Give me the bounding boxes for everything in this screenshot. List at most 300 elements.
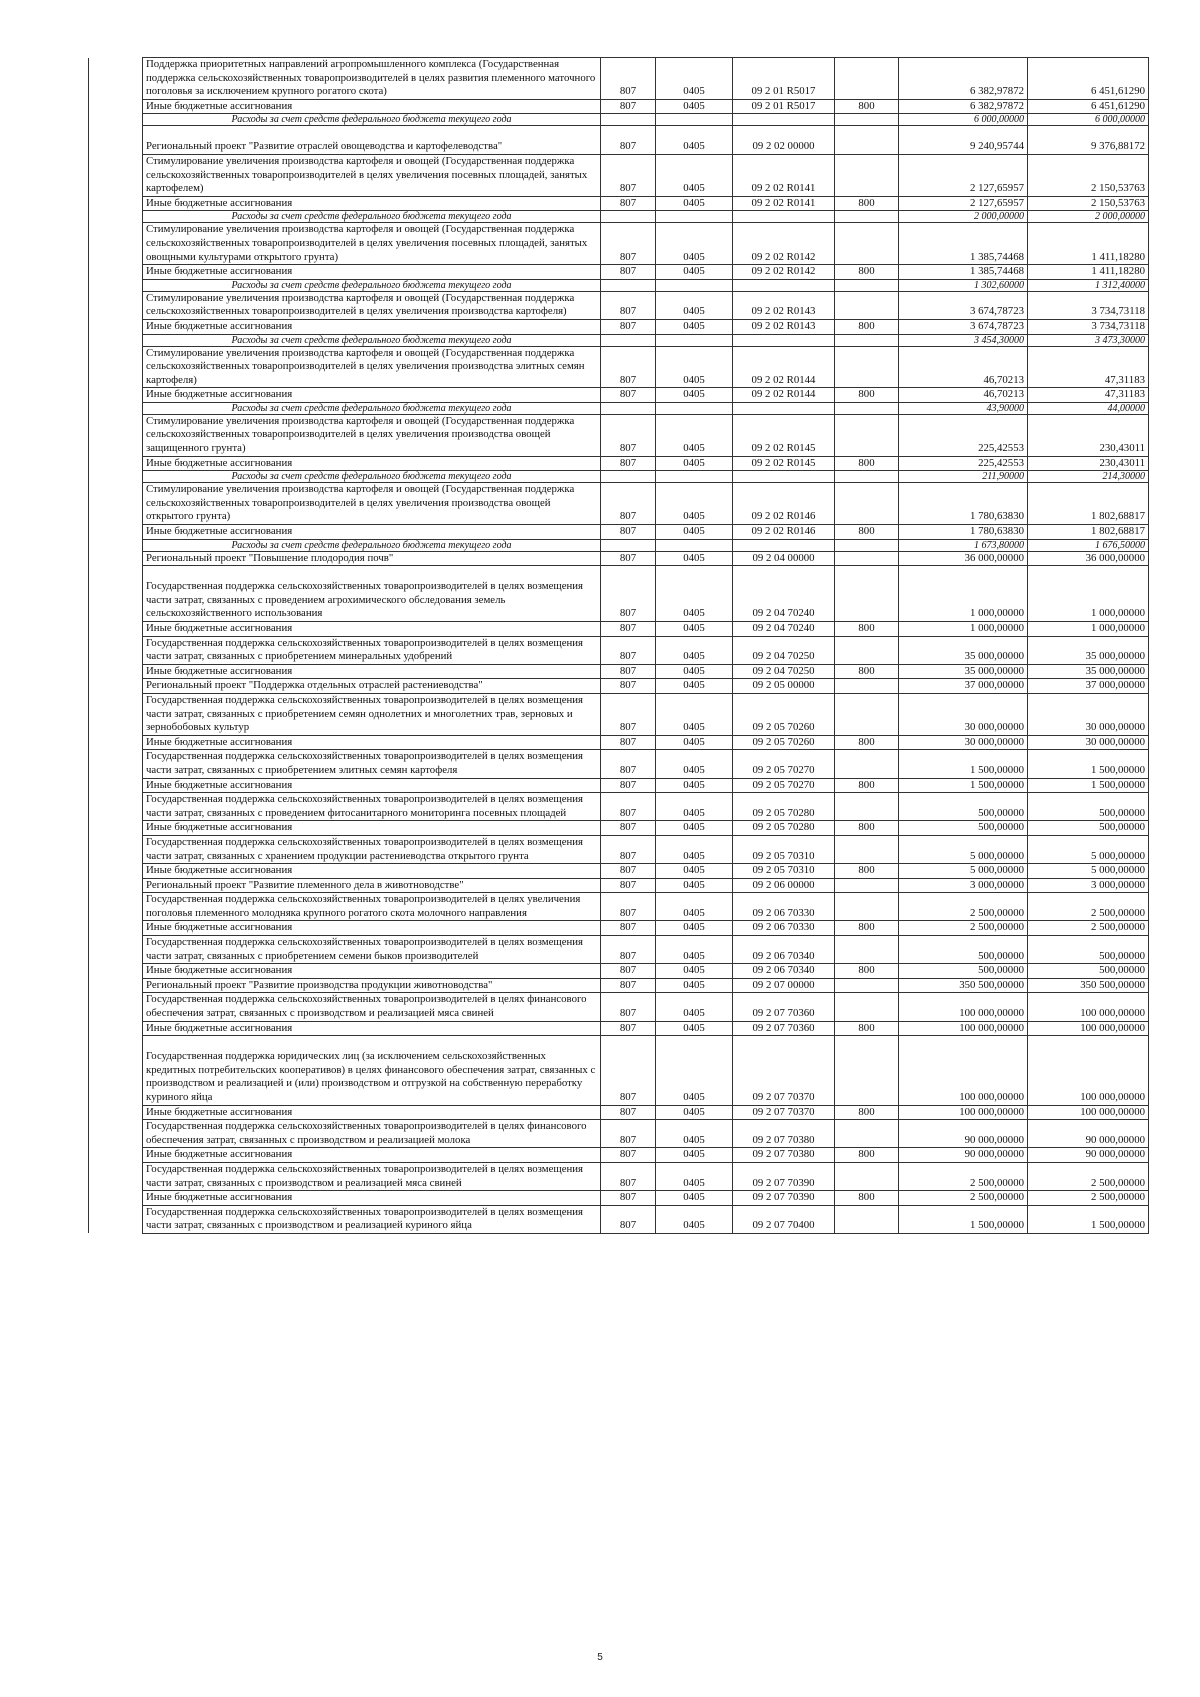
table-row <box>89 893 1149 921</box>
row-csr: 09 2 06 70340 <box>733 936 835 964</box>
row-csr: 09 2 07 70360 <box>733 993 835 1021</box>
row-csr: 09 2 05 00000 <box>733 679 835 694</box>
row-vr <box>835 551 899 566</box>
blank-cell <box>89 1205 143 1233</box>
table-row <box>89 1105 1149 1120</box>
row-sum-1: 2 127,65957 <box>899 154 1028 196</box>
row-ved: 807 <box>601 750 656 778</box>
row-rz: 0405 <box>656 1021 733 1036</box>
row-sum-2: 500,00000 <box>1028 936 1149 964</box>
row-csr: 09 2 02 R0146 <box>733 525 835 540</box>
row-name: Расходы за счет средств федерального бюджета текущего года <box>143 211 601 223</box>
row-ved: 807 <box>601 388 656 403</box>
row-sum-2: 2 500,00000 <box>1028 893 1149 921</box>
table-row <box>89 551 1149 566</box>
row-ved: 807 <box>601 893 656 921</box>
row-ved: 807 <box>601 622 656 637</box>
row-rz: 0405 <box>656 319 733 334</box>
row-rz: 0405 <box>656 58 733 100</box>
row-ved: 807 <box>601 1021 656 1036</box>
row-vr <box>835 279 899 291</box>
blank-cell <box>89 679 143 694</box>
row-rz <box>656 402 733 414</box>
row-name: Стимулирование увеличения производства картофеля и овощей (Государственная поддержка сельскохозяйственных товаропроизводителей в целях увеличения посевных площадей, занятых овощными культурами открытого грунта) <box>143 223 601 265</box>
row-vr <box>835 1120 899 1148</box>
row-csr: 09 2 07 70380 <box>733 1120 835 1148</box>
row-csr <box>733 334 835 346</box>
row-name: Государственная поддержка сельскохозяйственных товаропроизводителей в целях возмещения части затрат, связанных с приобретением минеральных удобрений <box>143 636 601 664</box>
row-sum-2: 100 000,00000 <box>1028 1021 1149 1036</box>
row-vr: 800 <box>835 821 899 836</box>
row-csr: 09 2 02 00000 <box>733 126 835 155</box>
row-sum-2: 35 000,00000 <box>1028 664 1149 679</box>
row-name: Расходы за счет средств федерального бюджета текущего года <box>143 334 601 346</box>
table-row <box>89 821 1149 836</box>
row-rz: 0405 <box>656 291 733 319</box>
row-rz: 0405 <box>656 964 733 979</box>
row-csr: 09 2 01 R5017 <box>733 99 835 114</box>
row-ved: 807 <box>601 265 656 280</box>
row-ved: 807 <box>601 154 656 196</box>
row-sum-1: 500,00000 <box>899 821 1028 836</box>
row-sum-2: 2 150,53763 <box>1028 154 1149 196</box>
row-sum-2: 2 150,53763 <box>1028 196 1149 211</box>
blank-cell <box>89 539 143 551</box>
row-name: Иные бюджетные ассигнования <box>143 1021 601 1036</box>
row-vr <box>835 471 899 483</box>
row-rz: 0405 <box>656 793 733 821</box>
row-csr: 09 2 04 00000 <box>733 551 835 566</box>
row-vr <box>835 993 899 1021</box>
row-ved: 807 <box>601 993 656 1021</box>
row-ved: 807 <box>601 126 656 155</box>
row-sum-1: 1 385,74468 <box>899 265 1028 280</box>
row-vr: 800 <box>835 622 899 637</box>
row-sum-1: 35 000,00000 <box>899 664 1028 679</box>
blank-cell <box>89 964 143 979</box>
row-name: Государственная поддержка юридических лиц (за исключением сельскохозяйственных кредитных потребительских кооперативов) в целях финансового обеспечения затрат, связанных с производством и реализацией и (или) производством и отгрузкой на собственную переработку куриного яйца <box>143 1036 601 1105</box>
row-ved: 807 <box>601 978 656 993</box>
row-ved: 807 <box>601 1205 656 1233</box>
row-ved <box>601 279 656 291</box>
row-csr: 09 2 05 70280 <box>733 793 835 821</box>
row-csr: 09 2 05 70260 <box>733 693 835 735</box>
row-sum-2: 1 802,68817 <box>1028 483 1149 525</box>
blank-cell <box>89 893 143 921</box>
row-vr <box>835 114 899 126</box>
federal-budget-row <box>89 211 1149 223</box>
table-row <box>89 978 1149 993</box>
row-name: Иные бюджетные ассигнования <box>143 735 601 750</box>
table-row <box>89 793 1149 821</box>
row-name: Иные бюджетные ассигнования <box>143 921 601 936</box>
row-sum-2: 6 451,61290 <box>1028 58 1149 100</box>
row-name: Иные бюджетные ассигнования <box>143 99 601 114</box>
row-sum-2: 1 411,18280 <box>1028 265 1149 280</box>
table-row <box>89 525 1149 540</box>
row-ved: 807 <box>601 1120 656 1148</box>
row-sum-2: 1 000,00000 <box>1028 622 1149 637</box>
row-rz: 0405 <box>656 679 733 694</box>
row-name: Иные бюджетные ассигнования <box>143 821 601 836</box>
blank-cell <box>89 864 143 879</box>
table-row <box>89 664 1149 679</box>
row-sum-1: 2 000,00000 <box>899 211 1028 223</box>
blank-cell <box>89 978 143 993</box>
row-rz: 0405 <box>656 1148 733 1163</box>
row-vr <box>835 1162 899 1190</box>
row-vr <box>835 636 899 664</box>
row-name: Иные бюджетные ассигнования <box>143 196 601 211</box>
row-sum-2: 2 500,00000 <box>1028 1191 1149 1206</box>
row-rz: 0405 <box>656 566 733 622</box>
blank-cell <box>89 154 143 196</box>
row-name: Государственная поддержка сельскохозяйственных товаропроизводителей в целях возмещения части затрат, связанных с приобретением семени быков производителей <box>143 936 601 964</box>
row-vr <box>835 835 899 863</box>
row-name: Иные бюджетные ассигнования <box>143 525 601 540</box>
row-ved: 807 <box>601 319 656 334</box>
blank-cell <box>89 936 143 964</box>
row-rz: 0405 <box>656 154 733 196</box>
row-sum-2: 1 676,50000 <box>1028 539 1149 551</box>
blank-cell <box>89 1036 143 1105</box>
row-sum-1: 46,70213 <box>899 346 1028 388</box>
row-ved <box>601 539 656 551</box>
row-sum-1: 100 000,00000 <box>899 1036 1028 1105</box>
row-rz: 0405 <box>656 864 733 879</box>
row-sum-2: 5 000,00000 <box>1028 835 1149 863</box>
blank-cell <box>89 778 143 793</box>
row-vr: 800 <box>835 1191 899 1206</box>
row-rz: 0405 <box>656 993 733 1021</box>
row-rz: 0405 <box>656 99 733 114</box>
row-sum-1: 1 780,63830 <box>899 483 1028 525</box>
row-csr: 09 2 06 70340 <box>733 964 835 979</box>
row-ved <box>601 471 656 483</box>
row-sum-2: 3 000,00000 <box>1028 878 1149 893</box>
row-ved: 807 <box>601 291 656 319</box>
row-rz: 0405 <box>656 878 733 893</box>
row-rz <box>656 471 733 483</box>
blank-cell <box>89 921 143 936</box>
row-vr: 800 <box>835 196 899 211</box>
table-row <box>89 1148 1149 1163</box>
row-csr <box>733 539 835 551</box>
row-sum-1: 3 454,30000 <box>899 334 1028 346</box>
blank-cell <box>89 265 143 280</box>
blank-cell <box>89 114 143 126</box>
row-name: Государственная поддержка сельскохозяйственных товаропроизводителей в целях возмещения части затрат, связанных с проведением фитосанитарного мониторинга посевных площадей <box>143 793 601 821</box>
row-vr <box>835 154 899 196</box>
row-sum-2: 2 500,00000 <box>1028 1162 1149 1190</box>
row-sum-2: 3 734,73118 <box>1028 291 1149 319</box>
table-row <box>89 388 1149 403</box>
table-row <box>89 1036 1149 1105</box>
row-csr: 09 2 04 70250 <box>733 636 835 664</box>
table-row <box>89 154 1149 196</box>
row-vr <box>835 893 899 921</box>
row-vr <box>835 1205 899 1233</box>
row-ved <box>601 114 656 126</box>
row-ved: 807 <box>601 964 656 979</box>
federal-budget-row <box>89 334 1149 346</box>
row-ved: 807 <box>601 566 656 622</box>
row-name: Стимулирование увеличения производства картофеля и овощей (Государственная поддержка сельскохозяйственных товаропроизводителей в целях увеличения производства элитных семян картофеля) <box>143 346 601 388</box>
row-rz: 0405 <box>656 622 733 637</box>
blank-cell <box>89 402 143 414</box>
row-vr: 800 <box>835 265 899 280</box>
row-name: Иные бюджетные ассигнования <box>143 664 601 679</box>
row-name: Иные бюджетные ассигнования <box>143 964 601 979</box>
blank-cell <box>89 566 143 622</box>
table-row <box>89 936 1149 964</box>
row-ved: 807 <box>601 921 656 936</box>
row-sum-2: 44,00000 <box>1028 402 1149 414</box>
row-csr: 09 2 01 R5017 <box>733 58 835 100</box>
row-ved: 807 <box>601 936 656 964</box>
row-rz: 0405 <box>656 1205 733 1233</box>
table-row <box>89 636 1149 664</box>
blank-cell <box>89 1120 143 1148</box>
row-sum-1: 3 000,00000 <box>899 878 1028 893</box>
row-rz <box>656 334 733 346</box>
row-name: Расходы за счет средств федерального бюджета текущего года <box>143 539 601 551</box>
row-rz: 0405 <box>656 388 733 403</box>
row-csr: 09 2 02 R0144 <box>733 388 835 403</box>
row-vr <box>835 223 899 265</box>
table-row <box>89 566 1149 622</box>
table-row <box>89 346 1149 388</box>
row-ved: 807 <box>601 636 656 664</box>
row-sum-1: 6 000,00000 <box>899 114 1028 126</box>
table-row <box>89 126 1149 155</box>
row-ved: 807 <box>601 1036 656 1105</box>
row-sum-2: 35 000,00000 <box>1028 636 1149 664</box>
row-vr: 800 <box>835 964 899 979</box>
row-sum-1: 2 500,00000 <box>899 1162 1028 1190</box>
row-name: Стимулирование увеличения производства картофеля и овощей (Государственная поддержка сельскохозяйственных товаропроизводителей в целях увеличения производства овощей открытого грунта) <box>143 483 601 525</box>
row-name: Иные бюджетные ассигнования <box>143 456 601 471</box>
row-csr: 09 2 02 R0142 <box>733 223 835 265</box>
row-ved <box>601 211 656 223</box>
blank-cell <box>89 1105 143 1120</box>
row-rz <box>656 114 733 126</box>
table-row <box>89 265 1149 280</box>
row-rz: 0405 <box>656 936 733 964</box>
row-name: Государственная поддержка сельскохозяйственных товаропроизводителей в целях возмещения части затрат, связанных с приобретением семян однолетних и многолетних трав, зерновых и зернобобовых культур <box>143 693 601 735</box>
row-ved: 807 <box>601 196 656 211</box>
row-sum-1: 100 000,00000 <box>899 993 1028 1021</box>
row-ved: 807 <box>601 793 656 821</box>
row-rz: 0405 <box>656 735 733 750</box>
table-row <box>89 693 1149 735</box>
row-sum-1: 5 000,00000 <box>899 835 1028 863</box>
table-row <box>89 414 1149 456</box>
row-ved: 807 <box>601 664 656 679</box>
row-rz: 0405 <box>656 664 733 679</box>
blank-cell <box>89 993 143 1021</box>
row-csr: 09 2 07 70390 <box>733 1191 835 1206</box>
row-name: Иные бюджетные ассигнования <box>143 319 601 334</box>
row-sum-2: 37 000,00000 <box>1028 679 1149 694</box>
row-csr: 09 2 02 R0145 <box>733 414 835 456</box>
blank-cell <box>89 99 143 114</box>
row-sum-2: 500,00000 <box>1028 964 1149 979</box>
row-vr: 800 <box>835 664 899 679</box>
row-vr <box>835 334 899 346</box>
row-sum-1: 90 000,00000 <box>899 1148 1028 1163</box>
row-vr <box>835 750 899 778</box>
row-sum-1: 1 500,00000 <box>899 1205 1028 1233</box>
row-ved: 807 <box>601 679 656 694</box>
row-name: Расходы за счет средств федерального бюджета текущего года <box>143 471 601 483</box>
row-name: Иные бюджетные ассигнования <box>143 864 601 879</box>
row-csr: 09 2 04 70250 <box>733 664 835 679</box>
row-csr <box>733 402 835 414</box>
row-sum-2: 1 500,00000 <box>1028 778 1149 793</box>
row-sum-2: 90 000,00000 <box>1028 1120 1149 1148</box>
row-rz: 0405 <box>656 921 733 936</box>
row-sum-1: 500,00000 <box>899 936 1028 964</box>
row-sum-2: 1 802,68817 <box>1028 525 1149 540</box>
table-row <box>89 99 1149 114</box>
row-rz <box>656 211 733 223</box>
blank-cell <box>89 1191 143 1206</box>
row-csr: 09 2 02 R0141 <box>733 196 835 211</box>
row-name: Региональный проект "Развитие племенного дела в животноводстве" <box>143 878 601 893</box>
row-sum-2: 6 000,00000 <box>1028 114 1149 126</box>
row-sum-1: 100 000,00000 <box>899 1021 1028 1036</box>
row-sum-1: 1 000,00000 <box>899 566 1028 622</box>
row-name: Государственная поддержка сельскохозяйственных товаропроизводителей в целях возмещения части затрат, связанных с производством и реализацией куриного яйца <box>143 1205 601 1233</box>
blank-cell <box>89 1148 143 1163</box>
row-name: Региональный проект "Поддержка отдельных отраслей растениеводства" <box>143 679 601 694</box>
blank-cell <box>89 334 143 346</box>
row-sum-2: 47,31183 <box>1028 388 1149 403</box>
row-name: Иные бюджетные ассигнования <box>143 622 601 637</box>
blank-cell <box>89 346 143 388</box>
row-ved: 807 <box>601 864 656 879</box>
row-csr: 09 2 06 70330 <box>733 921 835 936</box>
blank-cell <box>89 821 143 836</box>
row-rz: 0405 <box>656 551 733 566</box>
blank-cell <box>89 483 143 525</box>
table-row <box>89 1021 1149 1036</box>
row-rz: 0405 <box>656 414 733 456</box>
row-vr <box>835 211 899 223</box>
row-vr <box>835 936 899 964</box>
row-vr: 800 <box>835 456 899 471</box>
row-csr: 09 2 02 R0146 <box>733 483 835 525</box>
row-sum-1: 2 127,65957 <box>899 196 1028 211</box>
row-sum-1: 225,42553 <box>899 414 1028 456</box>
table-row <box>89 223 1149 265</box>
row-csr: 09 2 06 70330 <box>733 893 835 921</box>
row-csr: 09 2 02 R0143 <box>733 291 835 319</box>
row-vr <box>835 291 899 319</box>
row-vr <box>835 126 899 155</box>
table-row <box>89 483 1149 525</box>
row-csr: 09 2 05 70260 <box>733 735 835 750</box>
row-rz: 0405 <box>656 1120 733 1148</box>
row-csr: 09 2 07 00000 <box>733 978 835 993</box>
row-rz: 0405 <box>656 1105 733 1120</box>
row-sum-2: 214,30000 <box>1028 471 1149 483</box>
blank-cell <box>89 291 143 319</box>
row-sum-1: 1 673,80000 <box>899 539 1028 551</box>
row-rz: 0405 <box>656 1162 733 1190</box>
row-sum-2: 5 000,00000 <box>1028 864 1149 879</box>
row-name: Иные бюджетные ассигнования <box>143 265 601 280</box>
row-name: Государственная поддержка сельскохозяйственных товаропроизводителей в целях возмещения части затрат, связанных с проведением агрохимического обследования земель сельскохозяйственного использования <box>143 566 601 622</box>
row-sum-2: 36 000,00000 <box>1028 551 1149 566</box>
row-name: Расходы за счет средств федерального бюджета текущего года <box>143 402 601 414</box>
row-csr: 09 2 04 70240 <box>733 566 835 622</box>
row-vr: 800 <box>835 1105 899 1120</box>
row-vr <box>835 793 899 821</box>
row-vr <box>835 878 899 893</box>
row-csr: 09 2 07 70390 <box>733 1162 835 1190</box>
row-sum-1: 2 500,00000 <box>899 921 1028 936</box>
row-ved: 807 <box>601 1191 656 1206</box>
row-rz: 0405 <box>656 893 733 921</box>
row-ved: 807 <box>601 525 656 540</box>
row-csr: 09 2 07 70370 <box>733 1036 835 1105</box>
blank-cell <box>89 1021 143 1036</box>
row-sum-1: 6 382,97872 <box>899 99 1028 114</box>
row-vr <box>835 1036 899 1105</box>
row-sum-1: 2 500,00000 <box>899 1191 1028 1206</box>
row-sum-2: 3 734,73118 <box>1028 319 1149 334</box>
row-sum-1: 37 000,00000 <box>899 679 1028 694</box>
row-ved: 807 <box>601 99 656 114</box>
row-name: Государственная поддержка сельскохозяйственных товаропроизводителей в целях финансового обеспечения затрат, связанных с производством и реализацией молока <box>143 1120 601 1148</box>
blank-cell <box>89 878 143 893</box>
row-csr: 09 2 04 70240 <box>733 622 835 637</box>
table-row <box>89 993 1149 1021</box>
blank-cell <box>89 636 143 664</box>
blank-cell <box>89 735 143 750</box>
row-rz: 0405 <box>656 525 733 540</box>
blank-cell <box>89 1162 143 1190</box>
row-ved: 807 <box>601 821 656 836</box>
table-row <box>89 58 1149 100</box>
row-rz: 0405 <box>656 1036 733 1105</box>
row-csr: 09 2 02 R0144 <box>733 346 835 388</box>
row-rz <box>656 279 733 291</box>
row-ved: 807 <box>601 693 656 735</box>
federal-budget-row <box>89 279 1149 291</box>
row-rz: 0405 <box>656 346 733 388</box>
row-rz: 0405 <box>656 196 733 211</box>
table-row <box>89 622 1149 637</box>
row-sum-2: 1 500,00000 <box>1028 1205 1149 1233</box>
row-sum-1: 500,00000 <box>899 964 1028 979</box>
row-rz: 0405 <box>656 778 733 793</box>
table-row <box>89 456 1149 471</box>
row-sum-1: 6 382,97872 <box>899 58 1028 100</box>
table-row <box>89 864 1149 879</box>
row-sum-1: 30 000,00000 <box>899 735 1028 750</box>
row-vr: 800 <box>835 388 899 403</box>
row-rz: 0405 <box>656 223 733 265</box>
row-sum-1: 1 780,63830 <box>899 525 1028 540</box>
row-sum-2: 1 411,18280 <box>1028 223 1149 265</box>
row-vr <box>835 402 899 414</box>
blank-cell <box>89 126 143 155</box>
row-sum-2: 1 500,00000 <box>1028 750 1149 778</box>
blank-cell <box>89 196 143 211</box>
